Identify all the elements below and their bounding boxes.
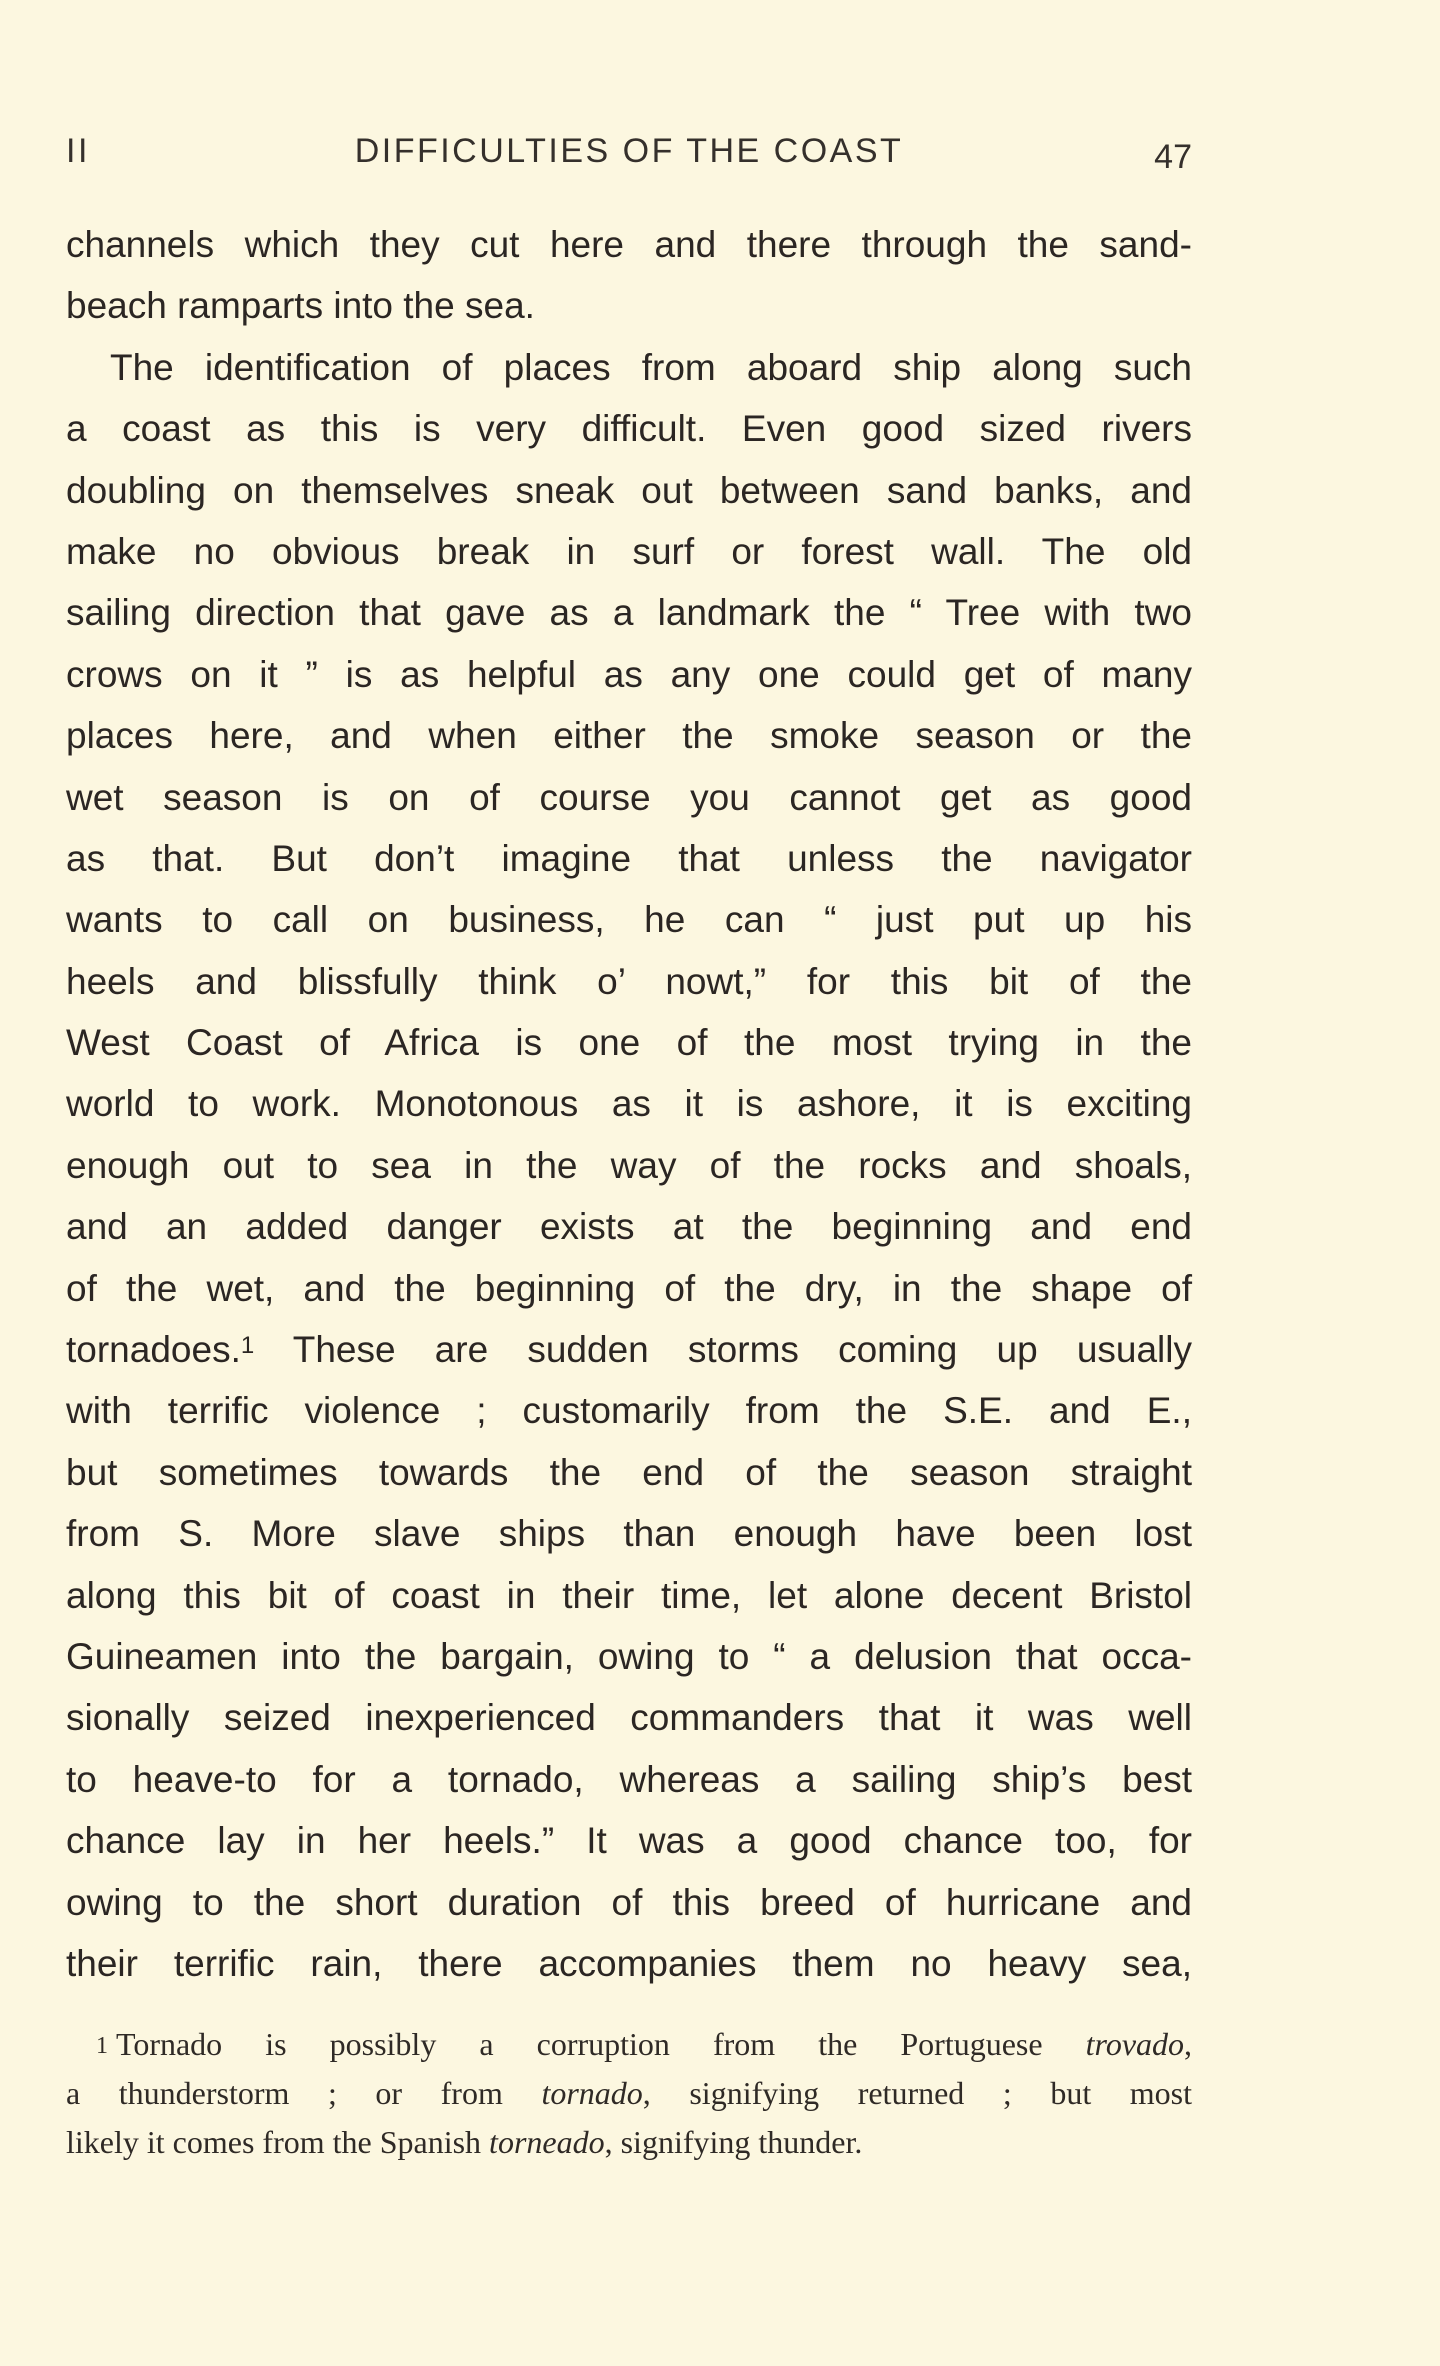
- text-line-end: These are sudden storms coming up usually: [292, 1329, 1192, 1371]
- text-line: places here, and when either the smoke season or the: [66, 715, 1192, 757]
- text-line: along this bit of coast in their time, let alone decent Bristol: [66, 1574, 1192, 1616]
- text-line: beach ramparts into the sea.: [66, 285, 535, 327]
- text-line: sionally seized inexperienced commanders that it was well: [66, 1697, 1192, 1739]
- footnote-text: Tornado is possibly a corruption from the Portuguese: [116, 2026, 1043, 2062]
- footnote-punctuation: ,: [1184, 2026, 1193, 2062]
- text-line: and an added danger exists at the beginning and end: [66, 1206, 1192, 1248]
- footnote-text: , signifying thunder.: [604, 2124, 863, 2160]
- text-line: of the wet, and the beginning of the dry, in the shape of: [66, 1267, 1192, 1309]
- text-line: as that. But don’t imagine that unless the navigator: [66, 837, 1192, 879]
- text-line: but sometimes towards the end of the season straight: [66, 1451, 1192, 1493]
- footnote-line: [66, 2118, 1192, 2167]
- text-line: their terrific rain, there accompanies them no heavy sea,: [66, 1942, 1192, 1984]
- text-line: owing to the short duration of this breed of hurricane and: [66, 1881, 1192, 1923]
- footnote-text: likely it comes from the Spanish: [66, 2124, 482, 2160]
- text-line: make no obvious break in surf or forest wall. The old: [66, 530, 1192, 572]
- chapter-number: II: [66, 132, 90, 170]
- footnote-line: [66, 2069, 1192, 2118]
- body-text: [66, 214, 1192, 1994]
- text-line: crows on it ” is as helpful as any one could get of many: [66, 653, 1192, 695]
- footnote-italic-term: torneado: [489, 2124, 605, 2160]
- footnote-reference: 1: [240, 1332, 255, 1360]
- text-line: wet season is on of course you cannot get as good: [66, 776, 1192, 818]
- text-line: sailing direction that gave as a landmark the “ Tree with two: [66, 592, 1192, 634]
- text-line-start: tornadoes.: [66, 1329, 241, 1371]
- footnote-marker: 1: [96, 2033, 108, 2059]
- text-line: The identification of places from aboard ship along such: [110, 346, 1192, 388]
- footnote-text: , signifying returned ; but most: [642, 2075, 1193, 2111]
- running-header: [66, 128, 1192, 176]
- text-line: to heave-to for a tornado, whereas a sailing ship’s best: [66, 1758, 1192, 1800]
- text-line: a coast as this is very difficult. Even good sized rivers: [66, 408, 1192, 450]
- text-line: world to work. Monotonous as it is ashore, it is exciting: [66, 1083, 1192, 1125]
- text-line: Guineamen into the bargain, owing to “ a delusion that occa-: [66, 1635, 1192, 1677]
- running-title: DIFFICULTIES OF THE COAST: [354, 132, 904, 170]
- page-number: 47: [1154, 138, 1192, 176]
- footnote-italic-term: trovado: [1085, 2026, 1185, 2062]
- text-line: heels and blissfully think o’ nowt,” for this bit of the: [66, 960, 1192, 1002]
- text-line: enough out to sea in the way of the rocks and shoals,: [66, 1144, 1192, 1186]
- footnote-line: [66, 2020, 1192, 2069]
- text-line: from S. More slave ships than enough have been lost: [66, 1513, 1192, 1555]
- text-line: doubling on themselves sneak out between sand banks, and: [66, 469, 1192, 511]
- text-line: with terrific violence ; customarily from the S.E. and E.,: [66, 1390, 1192, 1432]
- text-line-with-footnote: [66, 1319, 1192, 1380]
- footnote-text: a thunderstorm ; or from: [66, 2075, 503, 2111]
- footnote-italic-term: tornado: [541, 2075, 643, 2111]
- footnote: [66, 2020, 1192, 2167]
- text-line: chance lay in her heels.” It was a good chance too, for: [66, 1820, 1192, 1862]
- text-line: wants to call on business, he can “ just put up his: [66, 899, 1192, 941]
- text-line: channels which they cut here and there through the sand-: [66, 224, 1192, 265]
- text-line: West Coast of Africa is one of the most trying in the: [66, 1022, 1192, 1064]
